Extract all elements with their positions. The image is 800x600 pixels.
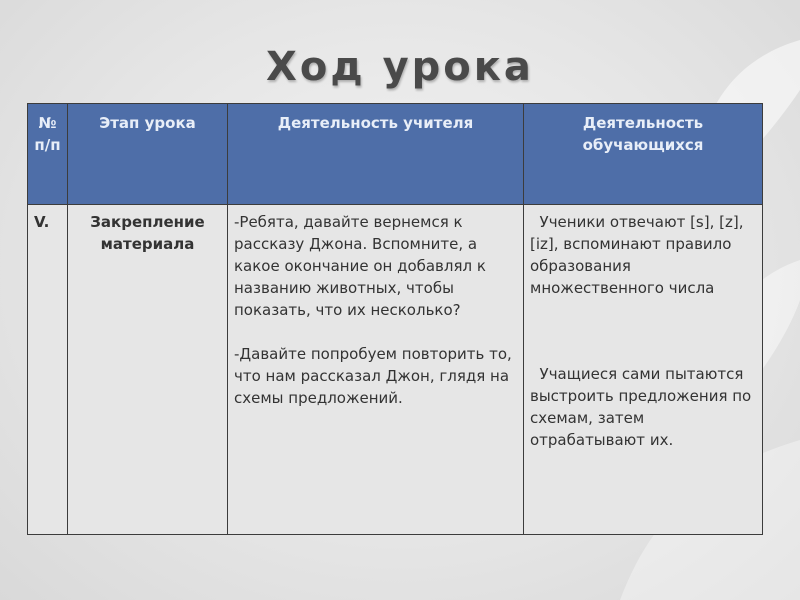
page-title: Ход урока (266, 44, 534, 90)
students-paragraph: Ученики отвечают [s], [z], [iz], вспоминают правило образования множественного числа (530, 213, 749, 297)
row-number: V. (28, 205, 68, 535)
table-header-row (28, 104, 763, 205)
row-stage: Закрепление материала (68, 205, 228, 535)
teacher-paragraph: -Давайте попробуем повторить то, что нам рассказал Джон, глядя на схемы предложений. (234, 345, 512, 407)
column-header-stage: Этап урока (68, 104, 228, 205)
students-activity-cell (524, 205, 763, 535)
column-header-number: № п/п (28, 104, 68, 205)
table-row (28, 205, 763, 535)
lesson-table (27, 103, 763, 535)
teacher-activity-cell (228, 205, 524, 535)
students-paragraph: Учащиеся сами пытаются выстроить предложения по схемам, затем отрабатывают их. (530, 365, 757, 449)
teacher-paragraph: -Ребята, давайте вернемся к рассказу Джона. Вспомните, а какое окончание он добавлял к названию животных, чтобы показать, что их несколько? (234, 213, 486, 319)
column-header-students: Деятельность обучающихся (524, 104, 763, 205)
column-header-teacher: Деятельность учителя (228, 104, 524, 205)
